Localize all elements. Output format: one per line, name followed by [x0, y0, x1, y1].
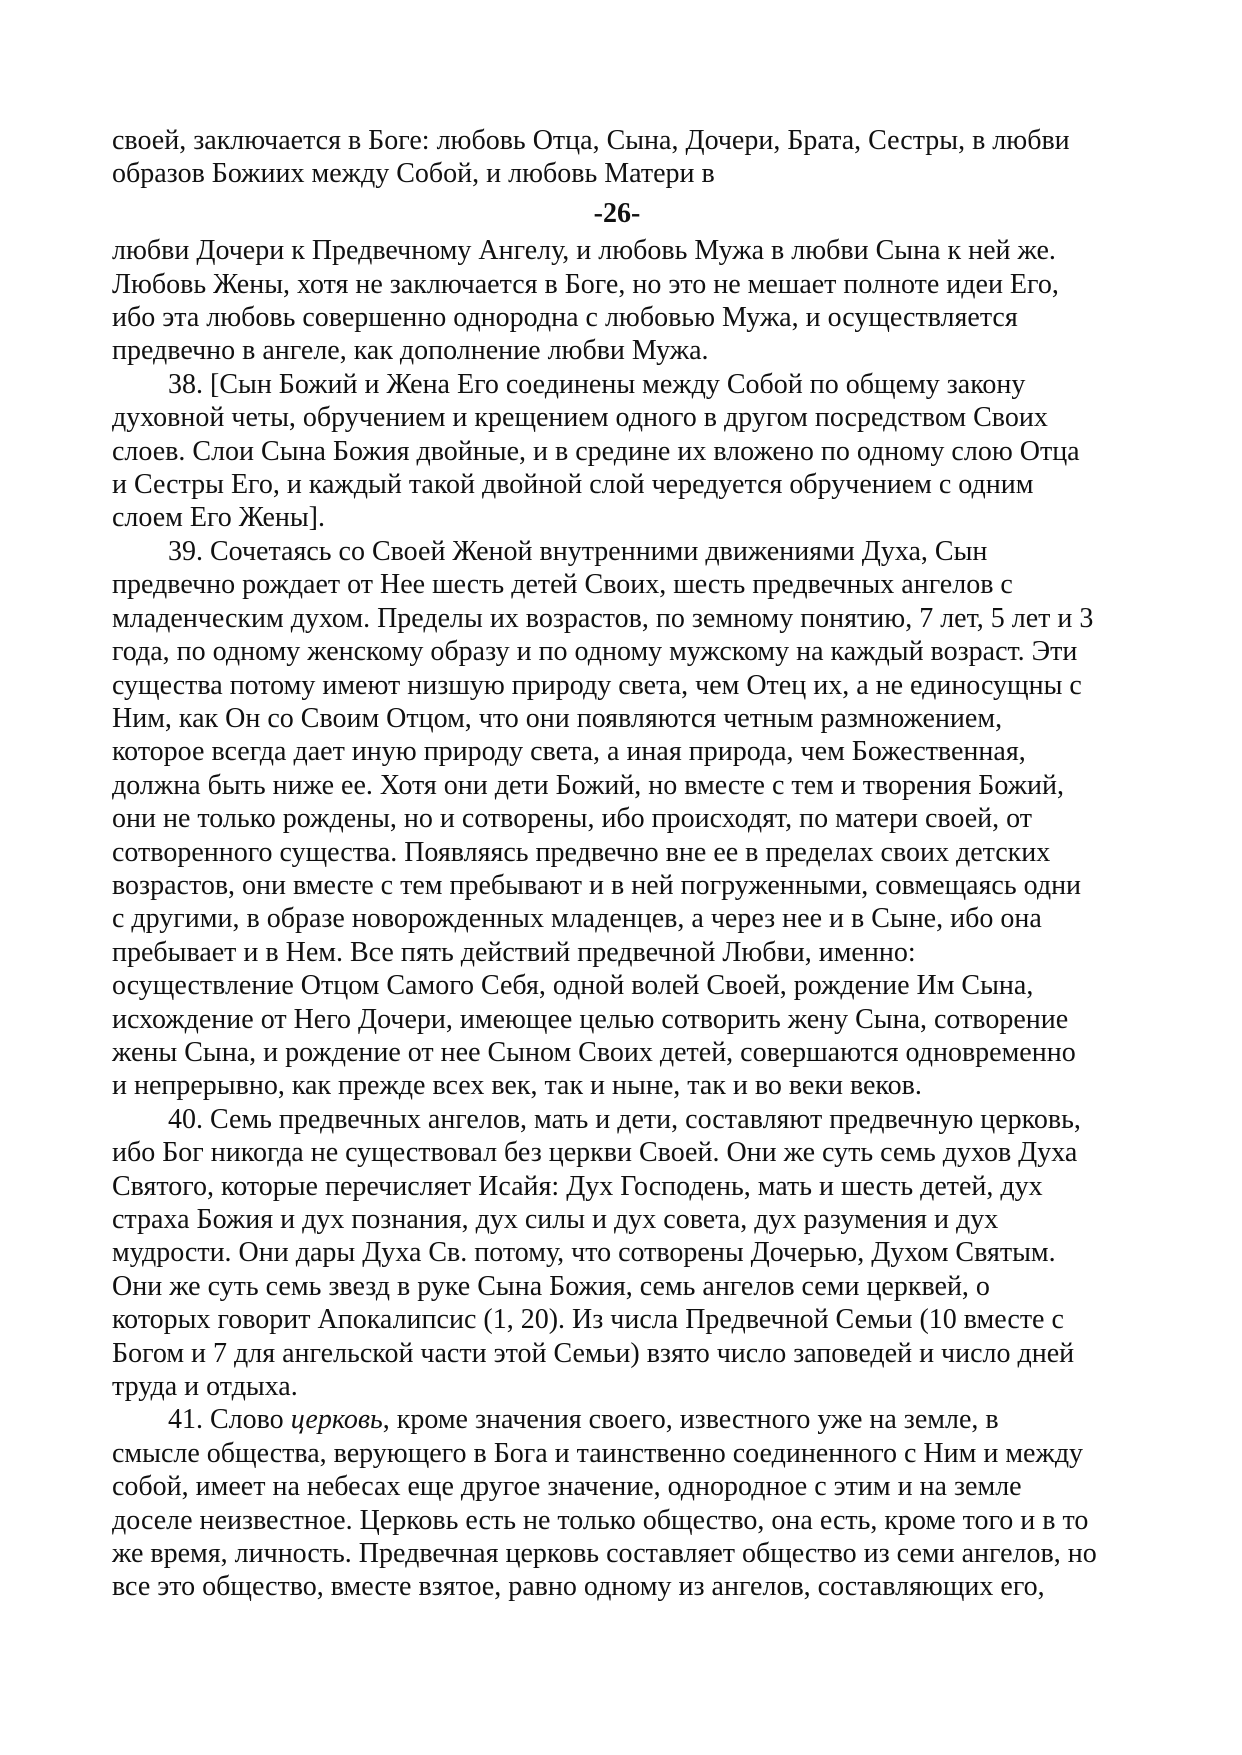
text-line: сотворенного существа. Появляясь предвечно вне ее в пределах своих детских	[112, 836, 1051, 868]
text-line: Они же суть семь звезд в руке Сына Божия, семь ангелов семи церквей, о	[112, 1270, 990, 1302]
text-line: ибо эта любовь совершенно однородна с любовью Мужа, и осуществляется	[112, 302, 1018, 334]
text-line: своей, заключается в Боге: любовь Отца, Сына, Дочери, Брата, Сестры, в любви	[112, 125, 1070, 156]
text-line: и непрерывно, как прежде всех век, так и ныне, так и во веки веков.	[112, 1070, 922, 1102]
document-page	[112, 124, 1132, 1604]
text-line: 40. Семь предвечных ангелов, мать и дети, составляют предвечную церковь,	[168, 1103, 1081, 1135]
paragraph-38	[112, 368, 1132, 535]
text-line: жены Сына, и рождение от нее Сыном Своих детей, совершаются одновременно	[112, 1036, 1076, 1068]
text-line: страха Божия и дух познания, дух силы и дух совета, дух разумения и дух	[112, 1204, 999, 1235]
paragraph-40	[112, 1103, 1132, 1404]
text-line: труда и отдыха.	[112, 1371, 298, 1403]
text-line: Ним, как Он со Своим Отцом, что они появляются четным размножением,	[112, 702, 1003, 734]
text-line: с другими, в образе новорожденных младенцев, а через нее и в Сыне, ибо она	[112, 903, 1042, 935]
text-line: должна быть ниже ее. Хотя они дети Божий, но вместе с тем и творения Божий,	[112, 769, 1064, 801]
text-line: которых говорит Апокалипсис (1, 20). Из числа Предвечной Семьи (10 вместе с	[112, 1304, 1064, 1336]
text-line: осуществление Отцом Самого Себя, одной волей Своей, рождение Им Сына,	[112, 970, 1034, 1002]
text-line: младенческим духом. Пределы их возрастов, по земному понятию, 7 лет, 5 лет и 3	[112, 602, 1094, 634]
text-line: слоем Его Жены].	[112, 502, 325, 534]
text-line: предвечно рождает от Нее шесть детей Своих, шесть предвечных ангелов с	[112, 569, 1013, 601]
text-line: предвечно в ангеле, как дополнение любви Мужа.	[112, 335, 709, 367]
text-line: слоев. Слои Сына Божия двойные, и в средине их вложено по одному слою Отца	[112, 435, 1080, 467]
text-line: 38. [Сын Божий и Жена Его соединены между Собой по общему закону	[168, 368, 1026, 400]
text-line: года, по одному женскому образу и по одному мужскому на каждый возраст. Эти	[112, 636, 1078, 668]
text-line: доселе неизвестное. Церковь есть не только общество, она есть, кроме того и в то	[112, 1504, 1089, 1536]
text-line: мудрости. Они дары Духа Св. потому, что сотворены Дочерью, Духом Святым.	[112, 1237, 1056, 1269]
text-segment: 41. Слово	[168, 1404, 291, 1436]
text-line: пребывает и в Нем. Все пять действий предвечной Любви, именно:	[112, 936, 916, 968]
text-line: же время, личность. Предвечная церковь составляет общество из семи ангелов, но	[112, 1538, 1097, 1570]
text-line: они не только рождены, но и сотворены, ибо происходят, по матери своей, от	[112, 803, 1033, 835]
text-line: все это общество, вместе взятое, равно одному из ангелов, составляющих его,	[112, 1571, 1045, 1603]
text-line: которое всегда дает иную природу света, а иная природа, чем Божественная,	[112, 736, 1026, 768]
text-line: и Сестры Его, и каждый такой двойной слой чередуется обручением с одним	[112, 469, 1034, 501]
paragraph-39	[112, 535, 1132, 1103]
continuation-paragraph	[112, 234, 1132, 368]
text-line: существа потому имеют низшую природу света, чем Отец их, а не единосущны с	[112, 669, 1082, 701]
text-line: Святого, которые перечисляет Исайя: Дух Господень, мать и шесть детей, дух	[112, 1170, 1043, 1202]
page-number: -26-	[593, 197, 641, 229]
text-line: Богом и 7 для ангельской части этой Семьи) взято число заповедей и число дней	[112, 1337, 1075, 1369]
text-line	[112, 1403, 1132, 1436]
text-line: образов Божиих между Собой, и любовь Матери в	[112, 158, 715, 190]
text-line: смысле общества, верующего в Бога и таинственно соединенного с Ним и между	[112, 1437, 1084, 1469]
italic-term: церковь	[290, 1404, 383, 1436]
text-line: возрастов, они вместе с тем пребывают и в ней погруженными, совмещаясь одни	[112, 869, 1082, 901]
text-line: духовной четы, обручением и крещением одного в другом посредством Своих	[112, 402, 1048, 434]
text-segment: , кроме значения своего, известного уже на земле, в	[382, 1404, 999, 1436]
text-line: 39. Сочетаясь со Своей Женой внутренними движениями Духа, Сын	[168, 535, 988, 567]
text-line: любви Дочери к Предвечному Ангелу, и любовь Мужа в любви Сына к ней же.	[112, 235, 1056, 267]
text-line: исхождение от Него Дочери, имеющее целью сотворить жену Сына, сотворение	[112, 1003, 1069, 1035]
top-fragment	[112, 124, 1132, 191]
paragraph-41	[112, 1403, 1132, 1603]
text-line: Любовь Жены, хотя не заключается в Боге, но это не мешает полноте идеи Его,	[112, 268, 1059, 300]
text-line: ибо Бог никогда не существовал без церкви Своей. Они же суть семь духов Духа	[112, 1137, 1078, 1169]
text-line: собой, имеет на небесах еще другое значение, однородное с этим и на земле	[112, 1471, 1022, 1503]
